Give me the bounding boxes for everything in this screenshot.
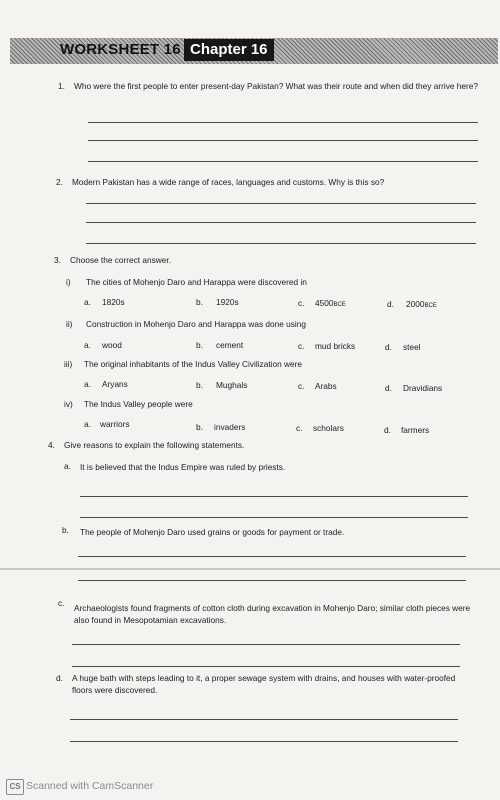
q4-b-letter: b.: [62, 525, 69, 535]
option-letter: c.: [298, 298, 305, 308]
option-letter: b.: [196, 422, 203, 432]
chapter-label: Chapter 16: [184, 39, 274, 61]
option-text[interactable]: mud bricks: [315, 341, 356, 351]
q4-b-answer-line-1[interactable]: [78, 556, 466, 557]
q3-i-number: i): [66, 277, 71, 287]
option-text[interactable]: farmers: [401, 425, 430, 435]
q1-answer-line-1[interactable]: [88, 122, 478, 123]
q2-number: 2.: [56, 177, 63, 187]
option-letter: c.: [296, 423, 303, 433]
option-letter: d.: [385, 342, 392, 352]
q3-ii-text: Construction in Mohenjo Daro and Harappa was done using: [86, 319, 307, 329]
q4-c-answer-line-2[interactable]: [72, 666, 460, 667]
option-text[interactable]: steel: [403, 342, 421, 352]
option-letter: b.: [196, 340, 203, 350]
q4-d-answer-line-2[interactable]: [70, 741, 458, 742]
q3-ii-number: ii): [66, 319, 73, 329]
option-text[interactable]: Dravidians: [403, 383, 443, 393]
option-letter: b.: [196, 380, 203, 390]
q3-iv-text: The Indus Valley people were: [84, 399, 193, 409]
option-text[interactable]: Arabs: [315, 381, 337, 391]
q3-iv-number: iv): [64, 399, 73, 409]
q4-a-answer-line-2[interactable]: [80, 517, 468, 518]
q1-number: 1.: [58, 81, 65, 91]
option-letter: c.: [298, 381, 305, 391]
q4-text: Give reasons to explain the following statements.: [64, 440, 245, 450]
option-text[interactable]: warriors: [100, 419, 130, 429]
q3-iii-text: The original inhabitants of the Indus Valley Civilization were: [84, 359, 302, 369]
option-letter: a.: [84, 340, 91, 350]
q3-i-text: The cities of Mohenjo Daro and Harappa were discovered in: [86, 277, 307, 287]
option-text[interactable]: 1820s: [102, 297, 125, 307]
q4-d-text: A huge bath with steps leading to it, a proper sewage system with drains, and houses with water-proofed floors were discovered.: [72, 673, 456, 695]
option-letter: b.: [196, 297, 203, 307]
option-text[interactable]: 2000BCE: [406, 299, 437, 309]
q2-answer-line-2[interactable]: [86, 222, 476, 223]
option-letter: d.: [385, 383, 392, 393]
option-text[interactable]: wood: [102, 340, 122, 350]
q2-text: Modern Pakistan has a wide range of races, languages and customs. Why is this so?: [72, 177, 385, 187]
camscanner-logo: CS: [6, 779, 24, 795]
q2-answer-line-1[interactable]: [86, 203, 476, 204]
q4-c-answer-line-1[interactable]: [72, 644, 460, 645]
q1-answer-line-3[interactable]: [88, 161, 478, 162]
option-letter: c.: [298, 341, 305, 351]
option-letter: a.: [84, 419, 91, 429]
q4-c-letter: c.: [58, 598, 65, 608]
option-letter: a.: [84, 379, 91, 389]
q4-number: 4.: [48, 440, 55, 450]
q4-a-text: It is believed that the Indus Empire was ruled by priests.: [80, 462, 286, 472]
q4-a-letter: a.: [64, 461, 71, 471]
page-fold-seam: [0, 568, 500, 570]
q4-b-answer-line-2[interactable]: [78, 580, 466, 581]
q3-iii-number: iii): [64, 359, 73, 369]
q2-answer-line-3[interactable]: [86, 243, 476, 244]
option-text[interactable]: cement: [216, 340, 244, 350]
option-text[interactable]: 4500BCE: [315, 298, 346, 308]
scanner-watermark-text: Scanned with CamScanner: [26, 780, 154, 792]
option-letter: a.: [84, 297, 91, 307]
option-letter: d.: [387, 299, 394, 309]
q4-b-text: The people of Mohenjo Daro used grains or goods for payment or trade.: [80, 527, 345, 537]
option-letter: d.: [384, 425, 391, 435]
q4-c-text: Archaeologists found fragments of cotton cloth during excavation in Mohenjo Daro; similar cloth pieces were also found in Mesopotamian excavations.: [74, 603, 471, 625]
q4-a-answer-line-1[interactable]: [80, 496, 468, 497]
q1-text: Who were the first people to enter present-day Pakistan? What was their route and when did they arrive here?: [74, 81, 478, 91]
worksheet-title: WORKSHEET 16: [60, 41, 181, 58]
option-text[interactable]: Aryans: [102, 379, 128, 389]
q1-answer-line-2[interactable]: [88, 140, 478, 141]
q4-d-answer-line-1[interactable]: [70, 719, 458, 720]
q3-text: Choose the correct answer.: [70, 255, 171, 265]
q3-number: 3.: [54, 255, 61, 265]
q4-d-letter: d.: [56, 673, 63, 683]
option-text[interactable]: 1920s: [216, 297, 239, 307]
option-text[interactable]: invaders: [214, 422, 246, 432]
option-text[interactable]: Mughals: [216, 380, 248, 390]
option-text[interactable]: scholars: [313, 423, 344, 433]
